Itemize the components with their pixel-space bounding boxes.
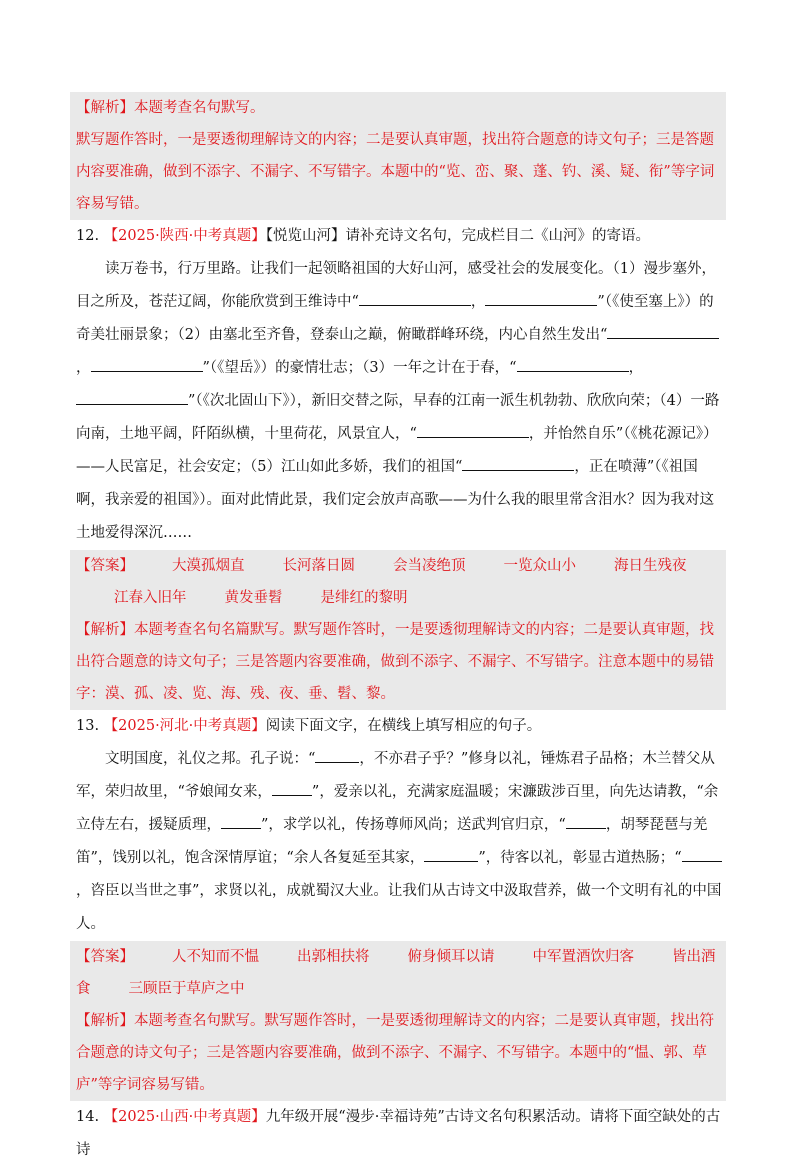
question-number: 12. [76,228,100,244]
answer-item: 是绯红的黎明 [320,590,408,606]
answer-blank [424,860,478,862]
answer-item: 大漠孤烟直 [172,558,245,574]
answer-item: 江春入旧年 [114,590,187,606]
answer-label: 【答案】 [76,558,134,574]
passage-text: ，不亦君子乎？”修身以礼，锤炼君子品格；木兰替父从军，荣归故里，“爷娘闻女来， [76,751,715,800]
answer-blank [359,304,471,306]
passage-text: ”，爱亲以礼，充满家庭温暖；宋濂跋涉百里，向先达请教，“余立侍左右，援疑质理， [76,784,719,833]
answer-box-q12 [70,550,726,710]
answer-blank [315,761,359,763]
question-13-passage [76,743,726,941]
answer-blank [682,860,722,862]
analysis-title: 【解析】本题考查名句默写。 [76,100,265,116]
document-page [76,92,726,1167]
answer-line [76,550,720,614]
answer-blank [221,827,261,829]
answer-blank [462,469,574,471]
question-source: 【2025·陕西·中考真题】 [103,228,266,244]
passage-text: ， [76,360,91,376]
question-prompt: 请补充诗文名句，完成栏目二《山河》的寄语。 [345,228,651,244]
answer-line [76,941,720,1005]
passage-text: ”，求学以礼，传扬尊师风尚；送武判官归京，“ [261,817,566,833]
answer-item: 皆出酒食 [76,949,716,997]
answer-label: 【答案】 [76,949,134,965]
answer-item: 会当凌绝顶 [393,558,466,574]
analysis-body: 【解析】本题考查名句默写。默写题作答时，一是要透彻理解诗文的内容；二是要认真审题，找出符合题意的诗文句子；三是答题内容要准确，做到不添字、不漏字、不写错字。本题中的“愠、郭、草庐”等字词容易写错。 [76,1013,714,1093]
answer-blank [417,436,529,438]
question-12-header [76,220,726,253]
answer-item: 一览众山小 [503,558,576,574]
answer-blank [566,827,606,829]
analysis-body: 默写题作答时，一是要透彻理解诗文的内容；二是要认真审题，找出符合题意的诗文句子；三是答题内容要准确，做到不添字、不漏字、不写错字。本题中的“览、峦、聚、蓬、钓、溪、疑、衔”等字词容易写错。 [76,132,715,212]
passage-text: 读万卷书，行万里路。让我们一起领略祖国的大好山河，感受社会的发展变化。（1）漫步塞外，目之所及，苍茫辽阔，你能欣赏到王维诗中“ [76,261,716,310]
answer-blank [485,304,597,306]
passage-text: ”（《使至塞上》）的奇美壮丽景象；（2）由塞北至齐鲁，登泰山之巅，俯瞰群峰环绕，内心自然生发出“ [76,294,714,343]
question-prompt: 阅读下面文字，在横线上填写相应的句子。 [265,718,542,734]
passage-text: ， [628,360,644,376]
answer-blank [76,403,188,405]
question-number: 13. [76,718,100,734]
answer-item: 三顾臣于草庐之中 [128,981,245,997]
passage-text: ，胡琴琵琶与羌笛”，饯别以礼，饱含深情厚谊；“余人各复延至其家， [76,817,708,866]
answer-box-q13 [70,941,726,1101]
question-number: 14. [76,1109,100,1125]
passage-text: ”，待客以礼，彰显古道热肠；“ [478,850,682,866]
answer-blank [91,370,203,372]
passage-text: 文明国度，礼仪之邦。孔子说：“ [105,751,316,767]
answer-blank [272,794,312,796]
question-source: 【2025·山西·中考真题】 [103,1109,266,1125]
passage-text: ”（《望岳》）的豪情壮志；（3）一年之计在于春，“ [202,360,517,376]
answer-item: 中军置酒饮归客 [532,949,634,965]
question-14-header [76,1101,726,1167]
answer-item: 海日生残夜 [614,558,687,574]
passage-text: ”（《次北固山下》），新旧交替之际，早春的江南一派生机勃勃、欣欣向荣；（4）一路向南，土地平阔，阡陌纵横，十里荷花，风景宜人，“ [76,393,720,442]
question-12-passage [76,253,726,550]
answer-blank [517,370,629,372]
answer-item: 长河落日圆 [282,558,355,574]
answer-item: 俯身倾耳以请 [407,949,495,965]
answer-item: 黄发垂髫 [224,590,283,606]
question-source: 【2025·河北·中考真题】 [103,718,266,734]
passage-text: ， [470,294,486,310]
question-13-header [76,710,726,743]
passage-text: ，咨臣以当世之事”，求贤以礼，成就蜀汉大业。让我们从古诗文中汲取营养，做一个文明有礼的中国人。 [76,883,722,932]
question-tag: 【悦览山河】 [265,228,346,244]
passage-text: ，并怡然自乐”（《桃花源记》）——人民富足，社会安定；（5）江山如此多娇，我们的祖国“ [76,426,718,475]
answer-blank [607,337,719,339]
analysis-body: 【解析】本题考查名句名篇默写。默写题作答时，一是要透彻理解诗文的内容；二是要认真审题，找出符合题意的诗文句子；三是答题内容要准确，做到不添字、不漏字、不写错字。注意本题中的易错字：漠、孤、凌、览、海、残、夜、垂、髫、黎。 [76,622,714,702]
passage-text: ，正在喷薄”（《祖国啊，我亲爱的祖国》）。面对此情此景，我们定会放声高歌——为什么我的眼里常含泪水？因为我对这土地爱得深沉…… [76,459,714,541]
answer-item: 人不知而不愠 [172,949,259,965]
answer-item: 出郭相扶将 [297,949,370,965]
question-prompt: 九年级开展“漫步·幸福诗苑”古诗文名句积累活动。请将下面空缺处的古诗 [76,1109,721,1158]
analysis-box-q11 [70,92,726,220]
